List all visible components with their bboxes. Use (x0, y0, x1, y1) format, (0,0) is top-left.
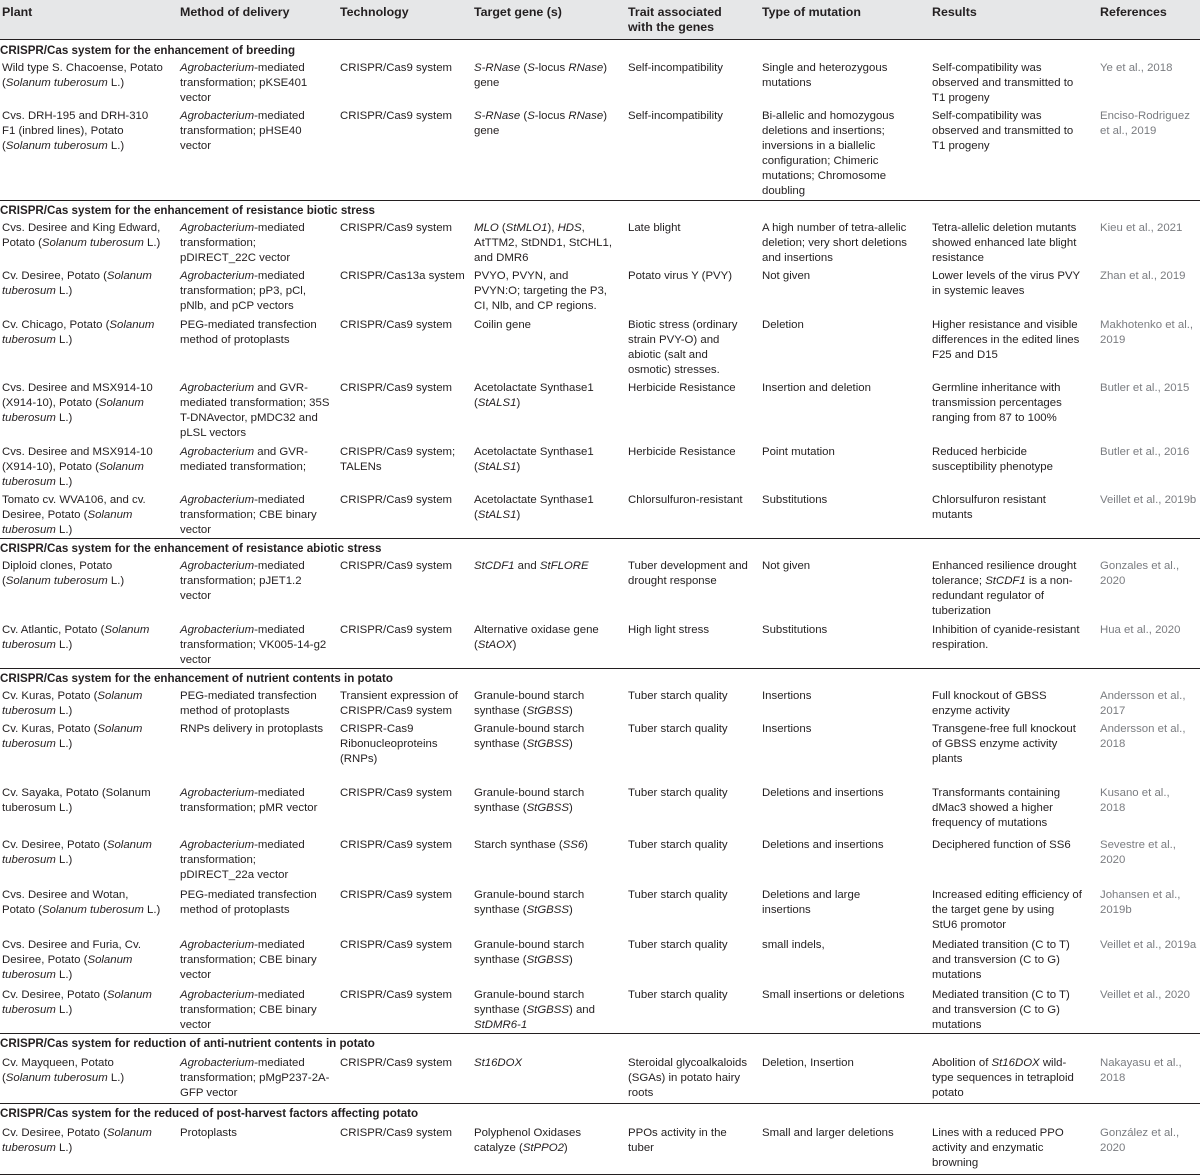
cell-results: Full knockout of GBSS enzyme activity (932, 690, 1047, 717)
cell-trait: Potato virus Y (PVY) (628, 270, 733, 282)
cell-target: S-RNase (S-locus RNase) gene (474, 110, 607, 137)
cell-results: Mediated transition (C to T) and transversion (C to G) mutations (932, 939, 1070, 981)
header-references: References (1100, 5, 1167, 19)
cell-target: Granule-bound starch synthase (StGBSS) and StDMR6-1 (474, 989, 595, 1031)
cell-plant: Cv. Desiree, Potato (Solanum tuberosum L.) (2, 839, 152, 866)
cell-target: Granule-bound starch synthase (StGBSS) (474, 787, 585, 814)
cell-plant: Cvs. Desiree and MSX914-10 (X914-10), Potato (Solanum tuberosum L.) (2, 446, 153, 488)
cell-mutation: Deletion (762, 319, 804, 331)
cell-trait: Herbicide Resistance (628, 382, 736, 394)
cell-technology: CRISPR-Cas9 Ribonucleoproteins (RNPs) (340, 723, 438, 765)
cell-mutation: Insertions (762, 723, 812, 735)
cell-technology: CRISPR/Cas9 system (340, 1057, 453, 1069)
cell-technology: CRISPR/Cas9 system (340, 560, 453, 572)
cell-results: Self-compatibility was observed and transmitted to T1 progeny (932, 62, 1074, 104)
cell-refs[interactable]: Veillet et al., 2019b (1100, 494, 1197, 506)
cell-refs[interactable]: Andersson et al., 2017 (1100, 690, 1186, 717)
cell-technology: CRISPR/Cas9 system (340, 624, 453, 636)
cell-plant: Wild type S. Chacoense, Potato (Solanum tuberosum L.) (2, 62, 163, 89)
cell-method: Agrobacterium-mediated transformation; pMR vector (180, 787, 318, 814)
cell-mutation: Deletions and large insertions (762, 889, 861, 916)
cell-technology: CRISPR/Cas9 system (340, 1127, 453, 1139)
cell-target: St16DOX (474, 1057, 523, 1069)
cell-target: Granule-bound starch synthase (StGBSS) (474, 939, 585, 966)
header-results: Results (932, 5, 977, 19)
cell-mutation: Insertion and deletion (762, 382, 871, 394)
section-rule (0, 1033, 1200, 1034)
cell-method: PEG-mediated transfection method of protoplasts (180, 319, 317, 346)
cell-method: Agrobacterium-mediated transformation; pHSE40 vector (180, 110, 305, 152)
cell-plant: Cvs. Desiree and Furia, Cv. Desiree, Potato (Solanum tuberosum L.) (2, 939, 142, 981)
cell-results: Self-compatibility was observed and transmitted to T1 progeny (932, 110, 1074, 152)
cell-refs[interactable]: Sevestre et al., 2020 (1100, 839, 1176, 866)
cell-trait: Tuber starch quality (628, 787, 728, 799)
cell-results: Transgene-free full knockout of GBSS enzyme activity plants (932, 723, 1076, 765)
cell-plant: Cv. Sayaka, Potato (Solanum tuberosum L.) (2, 787, 151, 814)
cell-plant: Cv. Desiree, Potato (Solanum tuberosum L.) (2, 989, 152, 1016)
cell-target: MLO (StMLO1), HDS, AtTTM2, StDND1, StCHL1, and DMR6 (474, 222, 612, 264)
cell-technology: CRISPR/Cas9 system (340, 319, 453, 331)
section-title: CRISPR/Cas system for the enhancement of nutrient contents in potato (0, 672, 393, 685)
cell-refs[interactable]: Kieu et al., 2021 (1100, 222, 1183, 234)
cell-target: Granule-bound starch synthase (StGBSS) (474, 723, 585, 750)
cell-method: Agrobacterium-mediated transformation; pDIRECT_22C vector (180, 222, 305, 264)
header-mutation: Type of mutation (762, 5, 861, 19)
cell-refs[interactable]: Butler et al., 2015 (1100, 382, 1190, 394)
cell-plant: Cv. Kuras, Potato (Solanum tuberosum L.) (2, 690, 143, 717)
cell-method: Agrobacterium-mediated transformation; CBE binary vector (180, 989, 317, 1031)
cell-mutation: Small and larger deletions (762, 1127, 894, 1139)
cell-technology: CRISPR/Cas9 system (340, 787, 453, 799)
cell-results: Lower levels of the virus PVY in systemic leaves (932, 270, 1080, 297)
section-rule (0, 1103, 1200, 1104)
cell-refs[interactable]: Andersson et al., 2018 (1100, 723, 1186, 750)
cell-mutation: A high number of tetra-allelic deletion; very short deletions and insertions (762, 222, 907, 264)
cell-trait: Biotic stress (ordinary strain PVY-O) and abiotic (salt and osmotic) stresses. (628, 319, 738, 376)
cell-results: Enhanced resilience drought tolerance; StCDF1 is a non-redundant regulator of tuberization (932, 560, 1077, 617)
cell-trait: PPOs activity in the tuber (628, 1127, 727, 1154)
cell-trait: Late blight (628, 222, 681, 234)
cell-method: PEG-mediated transfection method of protoplasts (180, 889, 317, 916)
cell-refs[interactable]: Butler et al., 2016 (1100, 446, 1190, 458)
cell-mutation: Not given (762, 560, 811, 572)
table-bottom-rule (0, 1174, 1200, 1175)
cell-method: Agrobacterium-mediated transformation; pMgP237-2A-GFP vector (180, 1057, 330, 1099)
section-rule (0, 538, 1200, 539)
cell-refs[interactable]: Makhotenko et al., 2019 (1100, 319, 1194, 346)
cell-refs[interactable]: Enciso-Rodriguez et al., 2019 (1100, 110, 1190, 137)
cell-technology: CRISPR/Cas13a system (340, 270, 465, 282)
header-technology: Technology (340, 5, 409, 19)
cell-results: Increased editing efficiency of the target gene by using StU6 promotor (932, 889, 1082, 931)
cell-trait: Tuber starch quality (628, 989, 728, 1001)
cell-target: Starch synthase (SS6) (474, 839, 588, 851)
cell-results: Mediated transition (C to T) and transversion (C to G) mutations (932, 989, 1070, 1031)
cell-target: Polyphenol Oxidases catalyze (StPPO2) (474, 1127, 582, 1154)
cell-technology: CRISPR/Cas9 system (340, 839, 453, 851)
cell-trait: High light stress (628, 624, 710, 636)
cell-results: Inhibition of cyanide-resistant respiration. (932, 624, 1080, 651)
cell-mutation: Single and heterozygous mutations (762, 62, 888, 89)
cell-method: Protoplasts (180, 1127, 237, 1139)
cell-results: Tetra-allelic deletion mutants showed enhanced late blight resistance (932, 222, 1077, 264)
cell-mutation: Insertions (762, 690, 812, 702)
cell-results: Reduced herbicide susceptibility phenotype (932, 446, 1053, 473)
cell-refs[interactable]: González et al., 2020 (1100, 1127, 1180, 1154)
cell-trait: Tuber starch quality (628, 939, 728, 951)
cell-target: Acetolactate Synthase1 (StALS1) (474, 446, 594, 473)
cell-target: Acetolactate Synthase1 (StALS1) (474, 382, 594, 409)
cell-plant: Cv. Desiree, Potato (Solanum tuberosum L.) (2, 1127, 152, 1154)
cell-plant: Diploid clones, Potato (Solanum tuberosum L.) (2, 560, 125, 587)
cell-method: RNPs delivery in protoplasts (180, 723, 324, 735)
cell-refs[interactable]: Kusano et al., 2018 (1100, 787, 1170, 814)
cell-plant: Cvs. Desiree and King Edward, Potato (Solanum tuberosum L.) (2, 222, 161, 249)
cell-mutation: Not given (762, 270, 811, 282)
cell-target: Acetolactate Synthase1 (StALS1) (474, 494, 594, 521)
section-title: CRISPR/Cas system for the reduced of post-harvest factors affecting potato (0, 1107, 419, 1120)
cell-plant: Cv. Desiree, Potato (Solanum tuberosum L.) (2, 270, 152, 297)
cell-method: Agrobacterium-mediated transformation; VK005-14-g2 vector (180, 624, 327, 666)
cell-target: PVYO, PVYN, and PVYN:O; targeting the P3, CI, Nlb, and CP regions. (474, 270, 607, 312)
table-header (0, 0, 1200, 40)
cell-method: Agrobacterium and GVR-mediated transformation; (180, 446, 308, 473)
cell-mutation: Substitutions (762, 494, 828, 506)
cell-technology: CRISPR/Cas9 system (340, 222, 453, 234)
cell-mutation: Bi-allelic and homozygous deletions and insertions; inversions in a biallelic configuration; Chimeric mutations; Chromosome doubling (762, 110, 895, 197)
section-title: CRISPR/Cas system for the enhancement of resistance abiotic stress (0, 542, 382, 555)
cell-method: PEG-mediated transfection method of protoplasts (180, 690, 317, 717)
cell-plant: Cvs. DRH-195 and DRH-310 F1 (inbred lines), Potato (Solanum tuberosum L.) (2, 110, 149, 152)
cell-target: Granule-bound starch synthase (StGBSS) (474, 889, 585, 916)
cell-results: Deciphered function of SS6 (932, 839, 1071, 851)
cell-target: Granule-bound starch synthase (StGBSS) (474, 690, 585, 717)
section-title: CRISPR/Cas system for reduction of anti-nutrient contents in potato (0, 1037, 375, 1050)
cell-technology: CRISPR/Cas9 system (340, 382, 453, 394)
cell-technology: CRISPR/Cas9 system (340, 62, 453, 74)
cell-plant: Tomato cv. WVA106, and cv. Desiree, Potato (Solanum tuberosum L.) (2, 494, 146, 536)
cell-refs[interactable]: Hua et al., 2020 (1100, 624, 1181, 636)
cell-mutation: small indels, (762, 939, 825, 951)
cell-method: Agrobacterium-mediated transformation; pDIRECT_22a vector (180, 839, 305, 881)
cell-method: Agrobacterium-mediated transformation; pP3, pCl, pNlb, and pCP vectors (180, 270, 306, 312)
cell-trait: Steroidal glycoalkaloids (SGAs) in potato hairy roots (628, 1057, 748, 1099)
cell-technology: Transient expression of CRISPR/Cas9 system (340, 690, 458, 717)
cell-trait: Tuber development and drought response (628, 560, 748, 587)
cell-refs[interactable]: Veillet et al., 2020 (1100, 989, 1190, 1001)
cell-mutation: Deletions and insertions (762, 839, 884, 851)
cell-plant: Cv. Mayqueen, Potato (Solanum tuberosum L.) (2, 1057, 125, 1084)
cell-method: Agrobacterium-mediated transformation; CBE binary vector (180, 494, 317, 536)
cell-method: Agrobacterium-mediated transformation; CBE binary vector (180, 939, 317, 981)
cell-mutation: Deletion, Insertion (762, 1057, 854, 1069)
cell-results: Abolition of St16DOX wild-type sequences in tetraploid potato (932, 1057, 1074, 1099)
cell-technology: CRISPR/Cas9 system; TALENs (340, 446, 456, 473)
cell-plant: Cv. Atlantic, Potato (Solanum tuberosum L.) (2, 624, 150, 651)
cell-technology: CRISPR/Cas9 system (340, 989, 453, 1001)
cell-mutation: Substitutions (762, 624, 828, 636)
cell-target: Alternative oxidase gene (StAOX) (474, 624, 599, 651)
cell-trait: Tuber starch quality (628, 839, 728, 851)
section-rule (0, 200, 1200, 201)
section-title: CRISPR/Cas system for the enhancement of breeding (0, 44, 296, 57)
header-plant: Plant (2, 5, 33, 19)
cell-refs[interactable]: Johansen et al., 2019b (1100, 889, 1181, 916)
header-target: Target gene (s) (474, 5, 562, 19)
cell-refs[interactable]: Zhan et al., 2019 (1100, 270, 1186, 282)
cell-trait: Tuber starch quality (628, 690, 728, 702)
cell-results: Germline inheritance with transmission percentages ranging from 87 to 100% (932, 382, 1062, 424)
cell-results: Transformants containing dMac3 showed a higher frequency of mutations (932, 787, 1061, 829)
cell-mutation: Point mutation (762, 446, 835, 458)
cell-results: Chlorsulfuron resistant mutants (932, 494, 1046, 521)
header-trait: Trait associated with the genes (628, 5, 722, 34)
cell-plant: Cv. Chicago, Potato (Solanum tuberosum L.) (2, 319, 155, 346)
section-title: CRISPR/Cas system for the enhancement of resistance biotic stress (0, 204, 375, 217)
cell-trait: Tuber starch quality (628, 889, 728, 901)
cell-refs[interactable]: Nakayasu et al., 2018 (1100, 1057, 1182, 1084)
cell-target: StCDF1 and StFLORE (474, 560, 589, 572)
cell-technology: CRISPR/Cas9 system (340, 110, 453, 122)
cell-technology: CRISPR/Cas9 system (340, 494, 453, 506)
cell-method: Agrobacterium-mediated transformation; pJET1.2 vector (180, 560, 305, 602)
cell-refs[interactable]: Gonzales et al., 2020 (1100, 560, 1180, 587)
cell-results: Lines with a reduced PPO activity and enzymatic browning (932, 1127, 1064, 1169)
cell-mutation: Deletions and insertions (762, 787, 884, 799)
cell-technology: CRISPR/Cas9 system (340, 939, 453, 951)
cell-trait: Tuber starch quality (628, 723, 728, 735)
cell-target: Coilin gene (474, 319, 531, 331)
cell-results: Higher resistance and visible differences in the edited lines F25 and D15 (932, 319, 1080, 361)
cell-refs[interactable]: Veillet et al., 2019a (1100, 939, 1197, 951)
cell-target: S-RNase (S-locus RNase) gene (474, 62, 607, 89)
cell-method: Agrobacterium-mediated transformation; pKSE401 vector (180, 62, 308, 104)
cell-trait: Chlorsulfuron-resistant (628, 494, 743, 506)
cell-plant: Cvs. Desiree and MSX914-10 (X914-10), Potato (Solanum tuberosum L.) (2, 382, 153, 424)
cell-mutation: Small insertions or deletions (762, 989, 905, 1001)
section-rule (0, 668, 1200, 669)
cell-plant: Cv. Kuras, Potato (Solanum tuberosum L.) (2, 723, 143, 750)
cell-technology: CRISPR/Cas9 system (340, 889, 453, 901)
cell-trait: Self-incompatibility (628, 110, 723, 122)
cell-trait: Self-incompatibility (628, 62, 723, 74)
cell-refs[interactable]: Ye et al., 2018 (1100, 62, 1173, 74)
header-method: Method of delivery (180, 5, 290, 19)
cell-trait: Herbicide Resistance (628, 446, 736, 458)
cell-method: Agrobacterium and GVR-mediated transformation; 35S T-DNAvector, pMDC32 and pLSL vectors (180, 382, 330, 439)
cell-plant: Cvs. Desiree and Wotan, Potato (Solanum tuberosum L.) (2, 889, 161, 916)
